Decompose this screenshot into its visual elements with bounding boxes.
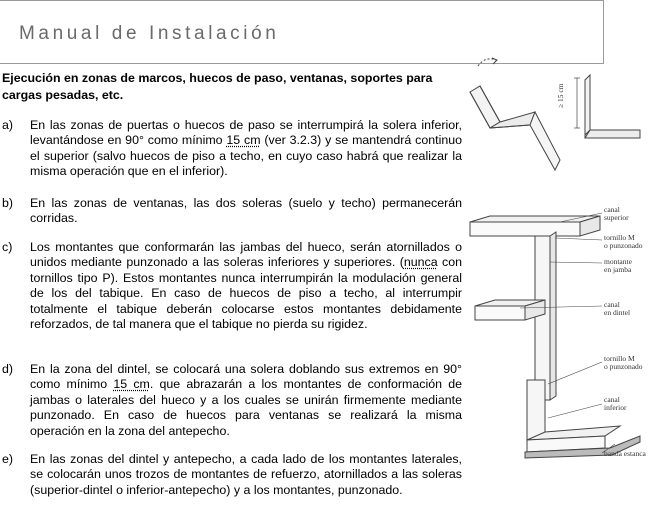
label-montante: montante <box>604 257 632 266</box>
label-tornillo-1: tornillo M <box>604 233 635 242</box>
wall-frame-assembly <box>470 216 640 458</box>
l-channel-figure <box>574 75 640 138</box>
label-tornillo-1b: o punzonado <box>604 241 643 250</box>
item-letter: a) <box>2 118 14 132</box>
section-heading: Ejecución en zonas de marcos, huecos de paso, ventanas, soportes para cargas pesadas, etc. <box>2 71 433 102</box>
label-tornillo-2: tornillo M <box>604 354 635 363</box>
document-title: Manual de Instalación <box>19 23 280 44</box>
item-text: Los montantes que conformarán las jambas del hueco, serán atornillados o unidos mediante punzonado a las soleras inferiores y superiores. (nunca con tornillos tipo P). Estos montantes nunca interrumpirán la modulación general de los del tabique. En caso de huecos de piso a techo, al interrumpir totalmente el tabique deberán colocarse estos montantes debidamente reforzados, de tal manera que el tabique no pierda su rigidez. <box>30 240 463 332</box>
label-montante-b: en jamba <box>604 265 632 274</box>
label-canal-inferior: canal <box>604 395 620 404</box>
label-tornillo-2b: o punzonado <box>604 362 643 371</box>
item-letter: c) <box>2 240 13 254</box>
item-letter: b) <box>2 196 14 210</box>
label-canal-dintel-b: en dintel <box>604 308 631 317</box>
label-canal-superior-2: superior <box>604 213 629 222</box>
label-canal-dintel: canal <box>604 300 620 309</box>
item-text: En las zonas del dintel y antepecho, a cada lado de los montantes laterales, se colocarán unos trozos de montantes de refuerzo, atornillados a las soleras (superior-dintel o inferior-antepecho) y a los montantes, punzonado. <box>30 452 462 497</box>
item-text: En las zonas de ventanas, las dos soleras (suelo y techo) permanecerán corridas. <box>30 196 462 226</box>
item-text: En la zona del dintel, se colocará una solera doblando sus extremos en 90° como mínimo 15 cm. que abrazarán a los montantes de conformación de jambas o laterales del hueco y a los cuales se unirán firmemente mediante punzonado. En caso de huecos para ventanas se realizará la misma operación en la zona del antepecho. <box>30 362 462 438</box>
item-letter: e) <box>2 452 14 466</box>
item-letter: d) <box>2 362 14 376</box>
label-banda-estanca: banda estanca <box>604 449 646 458</box>
item-text: En las zonas de puertas o huecos de paso se interrumpirá la solera inferior, levantándose en 90° como mínimo 15 cm (ver 3.2.3) y se mantendrá continuo el superior (salvo huecos de piso a techo, en cuyo caso habrá que realizar la misma operación que en el inferior). <box>30 118 463 179</box>
label-canal-inferior-b: inferior <box>604 403 627 412</box>
bent-channel-figure <box>470 58 560 170</box>
label-canal-superior: canal <box>604 205 620 214</box>
dimension-label: ≥ 15 cm <box>556 83 565 108</box>
